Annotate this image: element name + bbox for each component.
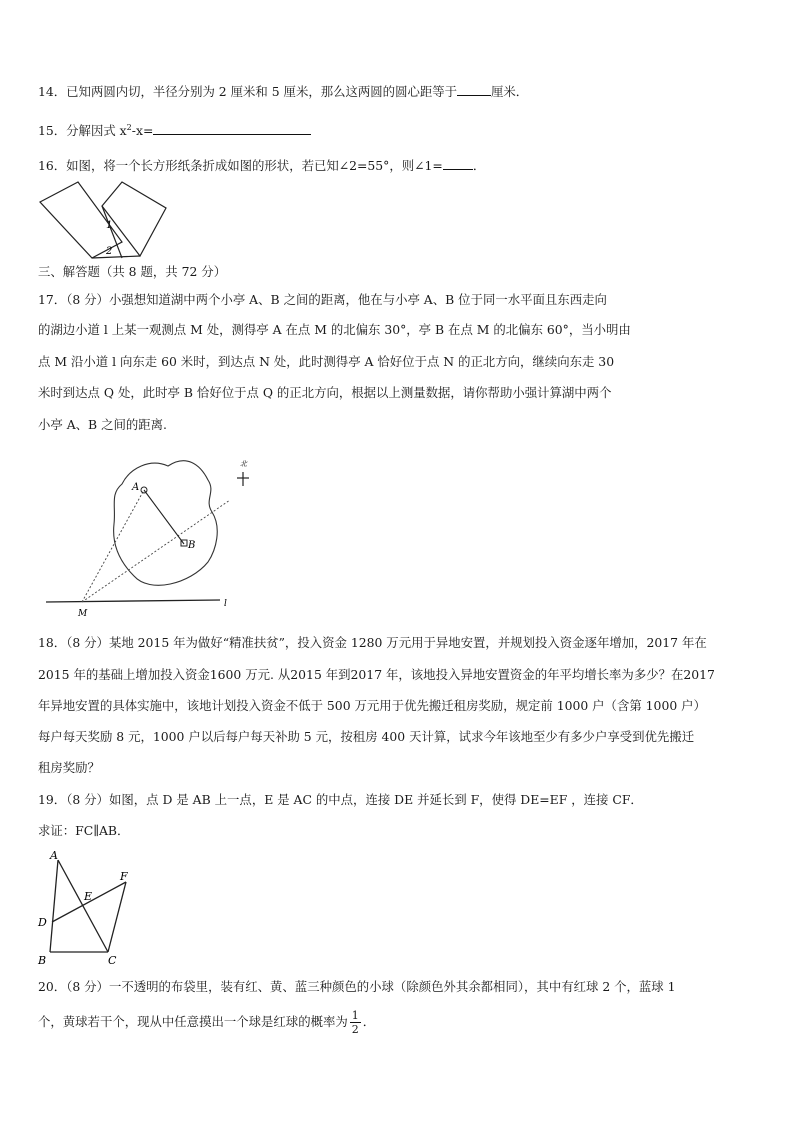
label-B: B — [188, 540, 196, 551]
sightline-MB — [82, 500, 230, 602]
label-A: A — [50, 849, 58, 862]
label-M: M — [78, 609, 88, 619]
question-17-line-3: 点 M 沿小道 l 向东走 60 米时，到达点 N 处，此时测得亭 A 恰好位于点 N 的正北方向，继续向东走 30 — [38, 354, 615, 369]
question-19-line-1: 19．（8 分）如图，点 D 是 AB 上一点，E 是 AC 的中点，连接 DE 并延长到 F，使得 DE=EF ，连接 CF． — [38, 792, 643, 807]
question-20-line-2 — [38, 1008, 375, 1036]
question-17-line-2: 的湖边小道 l 上某一观测点 M 处，测得亭 A 在点 M 的北偏东 30°，亭 B 在点 M 的北偏东 60°，当小明由 — [38, 322, 631, 337]
label-A: A — [132, 482, 140, 493]
q16-number: 16． — [38, 158, 67, 173]
side-AC — [58, 860, 108, 952]
segment-FC — [108, 882, 126, 952]
label-north: 北 — [240, 460, 247, 468]
probability-fraction — [350, 1009, 361, 1036]
question-20-line-1: 20．（8 分）一不透明的布袋里，装有红、黄、蓝三种颜色的小球（除颜色外其余都相同），其中有红球 2 个，蓝球 1 — [38, 979, 676, 994]
q15-text-after: -x= — [131, 123, 154, 138]
q15-text: 分解因式 x — [66, 123, 127, 138]
question-16 — [38, 157, 485, 174]
figure-16-folded-strip — [36, 178, 176, 263]
question-19-line-2: 求证：FC∥AB． — [38, 823, 130, 838]
label-F: F — [120, 870, 128, 883]
q14-text: 已知两圆内切，半径分别为 2 厘米和 5 厘米，那么这两圆的圆心距等于 — [66, 84, 458, 99]
figure-19-triangle — [36, 846, 146, 970]
question-17-line-5: 小亭 A、B 之间的距离. — [38, 417, 167, 432]
fraction-numerator: 1 — [351, 1009, 359, 1022]
side-AB — [50, 860, 58, 952]
question-18-line-3: 年异地安置的具体实施中，该地计划投入资金不低于 500 万元用于优先搬迁租房奖励，规定前 1000 户（含第 1000 户） — [38, 698, 706, 713]
question-18-line-4: 每户每天奖励 8 元，1000 户以后每户每天补助 5 元，按租房 400 天计算，试求今年该地至少有多少户享受到优先搬迁 — [38, 729, 695, 744]
q20-text: 个，黄球若干个，现从中任意摸出一个球是红球的概率为 — [38, 1014, 348, 1029]
segment-AB — [144, 490, 184, 544]
label-D: D — [38, 916, 47, 929]
q14-unit: 厘米． — [491, 84, 529, 99]
q16-answer-blank[interactable] — [443, 157, 473, 170]
fraction-denominator: 2 — [351, 1023, 359, 1036]
label-E: E — [84, 890, 93, 903]
label-C: C — [108, 954, 117, 967]
question-14 — [38, 83, 528, 100]
question-18-line-5: 租房奖励？ — [38, 760, 100, 775]
question-17-line-4: 米时到达点 Q 处，此时亭 B 恰好位于点 Q 的正北方向，根据以上测量数据，请你帮助小强计算湖中两个 — [38, 385, 612, 400]
q16-text: 如图，将一个长方形纸条折成如图的形状，若已知∠2=55°，则∠1= — [66, 158, 443, 173]
q14-answer-blank[interactable] — [457, 83, 491, 96]
q15-answer-blank[interactable] — [153, 122, 311, 135]
sightline-MA — [82, 490, 144, 602]
section-3-heading: 三、解答题（共 8 题，共 72 分） — [38, 264, 227, 279]
figure-17-lake — [40, 452, 270, 620]
question-17-line-1: 17．（8 分）小强想知道湖中两个小亭 A、B 之间的距离，他在与小亭 A、B 位于同一水平面且东西走向 — [38, 292, 607, 307]
angle-1-label: 1 — [106, 220, 113, 231]
label-B: B — [38, 954, 47, 967]
strip-bottom-edge — [92, 256, 140, 258]
q15-number: 15． — [38, 123, 67, 138]
q16-end: ． — [472, 158, 486, 173]
path-l — [46, 600, 220, 602]
question-18-line-1: 18．（8 分）某地 2015 年为做好“精准扶贫”，投入资金 1280 万元用于异地安置，并规划投入资金逐年增加，2017 年在 — [38, 635, 707, 650]
q14-number: 14． — [38, 84, 67, 99]
label-l: l — [224, 599, 227, 609]
question-15 — [38, 120, 311, 139]
strip-right-part — [102, 182, 166, 256]
q20-end: ． — [362, 1014, 376, 1029]
angle-2-label: 2 — [106, 246, 113, 257]
lake-outline — [114, 461, 218, 586]
q15-exponent: 2 — [126, 123, 132, 132]
question-18-line-2: 2015 年的基础上增加投入资金1600 万元. 从2015 年到2017 年，该地投入异地安置资金的年平均增长率为多少？在2017 — [38, 667, 715, 682]
